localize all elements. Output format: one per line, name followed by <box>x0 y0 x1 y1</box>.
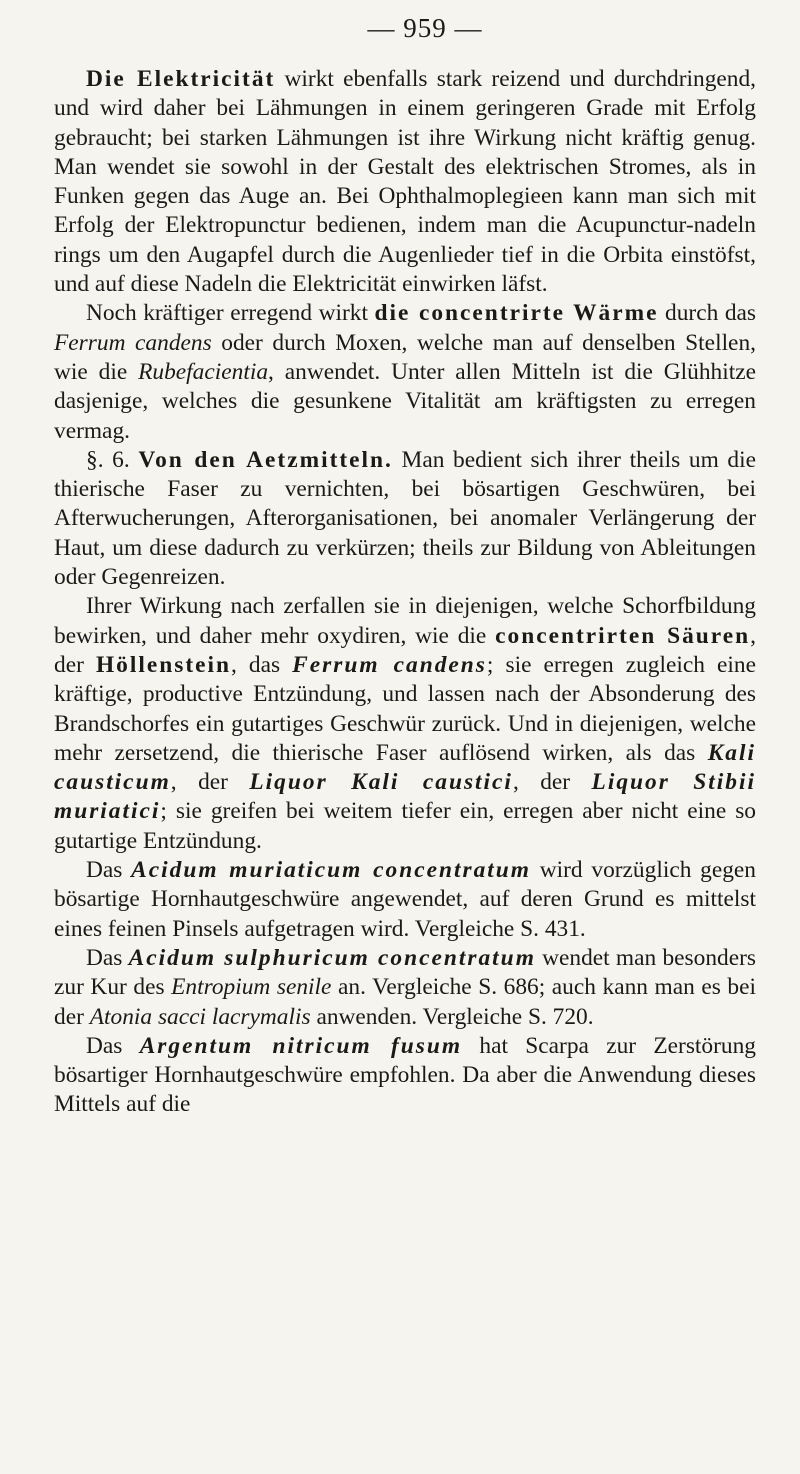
paragraph <box>54 1032 756 1120</box>
text-run: §. 6. <box>86 446 139 473</box>
emphasis-text: Liquor Kali caustici <box>249 769 513 796</box>
emphasis-text: Atonia sacci lacrymalis <box>89 1003 311 1030</box>
page-number: — 959 — <box>367 13 483 43</box>
page-body <box>54 65 756 1120</box>
text-run: Noch kräftiger erregend wirkt <box>86 300 375 327</box>
emphasis-text: Ferrum candens <box>292 651 487 678</box>
paragraph <box>54 65 756 299</box>
text-run: , das <box>231 651 293 678</box>
paragraph <box>54 944 756 1032</box>
paragraph <box>54 592 756 856</box>
emphasis-text: die concentrirte Wärme <box>374 300 659 327</box>
emphasis-text: concentrirten Säuren <box>495 622 751 649</box>
emphasis-text: Argentum nitricum fusum <box>139 1032 463 1059</box>
emphasis-text: Entropium senile <box>171 974 332 1001</box>
emphasis-text: Höllenstein <box>95 651 231 678</box>
text-run: Das <box>86 944 129 971</box>
paragraph <box>54 446 756 592</box>
text-run: Das <box>86 1032 140 1059</box>
text-run: hat Scarpa zur Zerstörung bösartiger Hornhautgeschwüre empfohlen. Da aber die Anwendung dieses Mittels auf die <box>54 1032 756 1118</box>
text-run: wird vorzüglich gegen bösartige Hornhautgeschwüre angewendet, auf deren Grund es mittelst eines feinen Pinsels aufgetragen wird. Vergleiche S. 431. <box>54 857 757 942</box>
paragraph <box>54 299 756 445</box>
text-run: , anwendet. Unter allen Mitteln ist die Glühhitze dasjenige, welches die gesunkene Vitalität am kräftigsten zu erregen vermag. <box>54 358 757 444</box>
emphasis-text: Ferrum candens <box>54 329 212 356</box>
text-run: an. Vergleiche S. 686; auch kann man es bei der <box>54 974 757 1030</box>
emphasis-text: Liquor Stibii muriatici <box>54 769 756 825</box>
emphasis-text: Acidum muriaticum concentratum <box>131 857 531 884</box>
text-run: , der <box>512 769 592 796</box>
emphasis-text: Die Elektricität <box>86 66 276 92</box>
text-run: wendet man besonders zur Kur des <box>54 944 756 1001</box>
text-run: , der <box>170 769 250 796</box>
emphasis-text: Rubefacientia <box>138 358 269 385</box>
text-run: , der <box>54 622 756 678</box>
text-run: anwenden. Vergleiche S. 720. <box>310 1003 594 1030</box>
emphasis-text: Von den Aetzmitteln. <box>138 446 393 473</box>
text-run: Das <box>86 857 132 884</box>
paragraph <box>54 856 756 944</box>
text-run: ; sie erregen zugleich eine kräftige, productive Entzündung, und lassen nach der Absonderung des Brandschorfes ein gutartiges Geschwür zurück. Und in diejenigen, welche mehr zersetzend, die thierische Faser auflösend wirken, als das <box>54 651 756 766</box>
text-run: wirkt ebenfalls stark reizend und durchdringend, und wird daher bei Lähmungen in einem geringeren Grade mit Erfolg gebraucht; bei starken Lähmungen ist ihre Wirkung nicht kräftig genug. Man wendet sie sowohl in der Gestalt des elektrischen Stromes, als in Funken gegen das Auge an. Bei Ophthalmoplegieen kann man sich mit Erfolg der Elektropunctur bedienen, indem man die Acupunctur-nadeln rings um den Augapfel durch die Augenlieder tief in die Orbita einstöfst, und auf diese Nadeln die Elektricität einwirken läfst. <box>54 66 757 298</box>
text-run: oder durch Moxen, welche man auf denselben Stellen, wie die <box>54 329 756 385</box>
emphasis-text: Kali causticum <box>54 739 756 796</box>
text-run: durch das <box>658 300 757 327</box>
text-run: Man bedient sich ihrer theils um die thierische Faser zu vernichten, bei bösartigen Geschwüren, bei Afterwucherungen, Afterorganisationen, bei anomaler Verlängerung der Haut, um diese dadurch zu verkürzen; theils zur Bildung von Ableitungen oder Gegenreizen. <box>54 446 756 591</box>
emphasis-text: Acidum sulphuricum concentratum <box>128 944 536 971</box>
text-run: Ihrer Wirkung nach zerfallen sie in diejenigen, welche Schorfbildung bewirken, und daher mehr oxydiren, wie die <box>54 593 756 649</box>
text-run: ; sie greifen bei weitem tiefer ein, erregen aber nicht eine so gutartige Entzündung. <box>54 798 756 854</box>
